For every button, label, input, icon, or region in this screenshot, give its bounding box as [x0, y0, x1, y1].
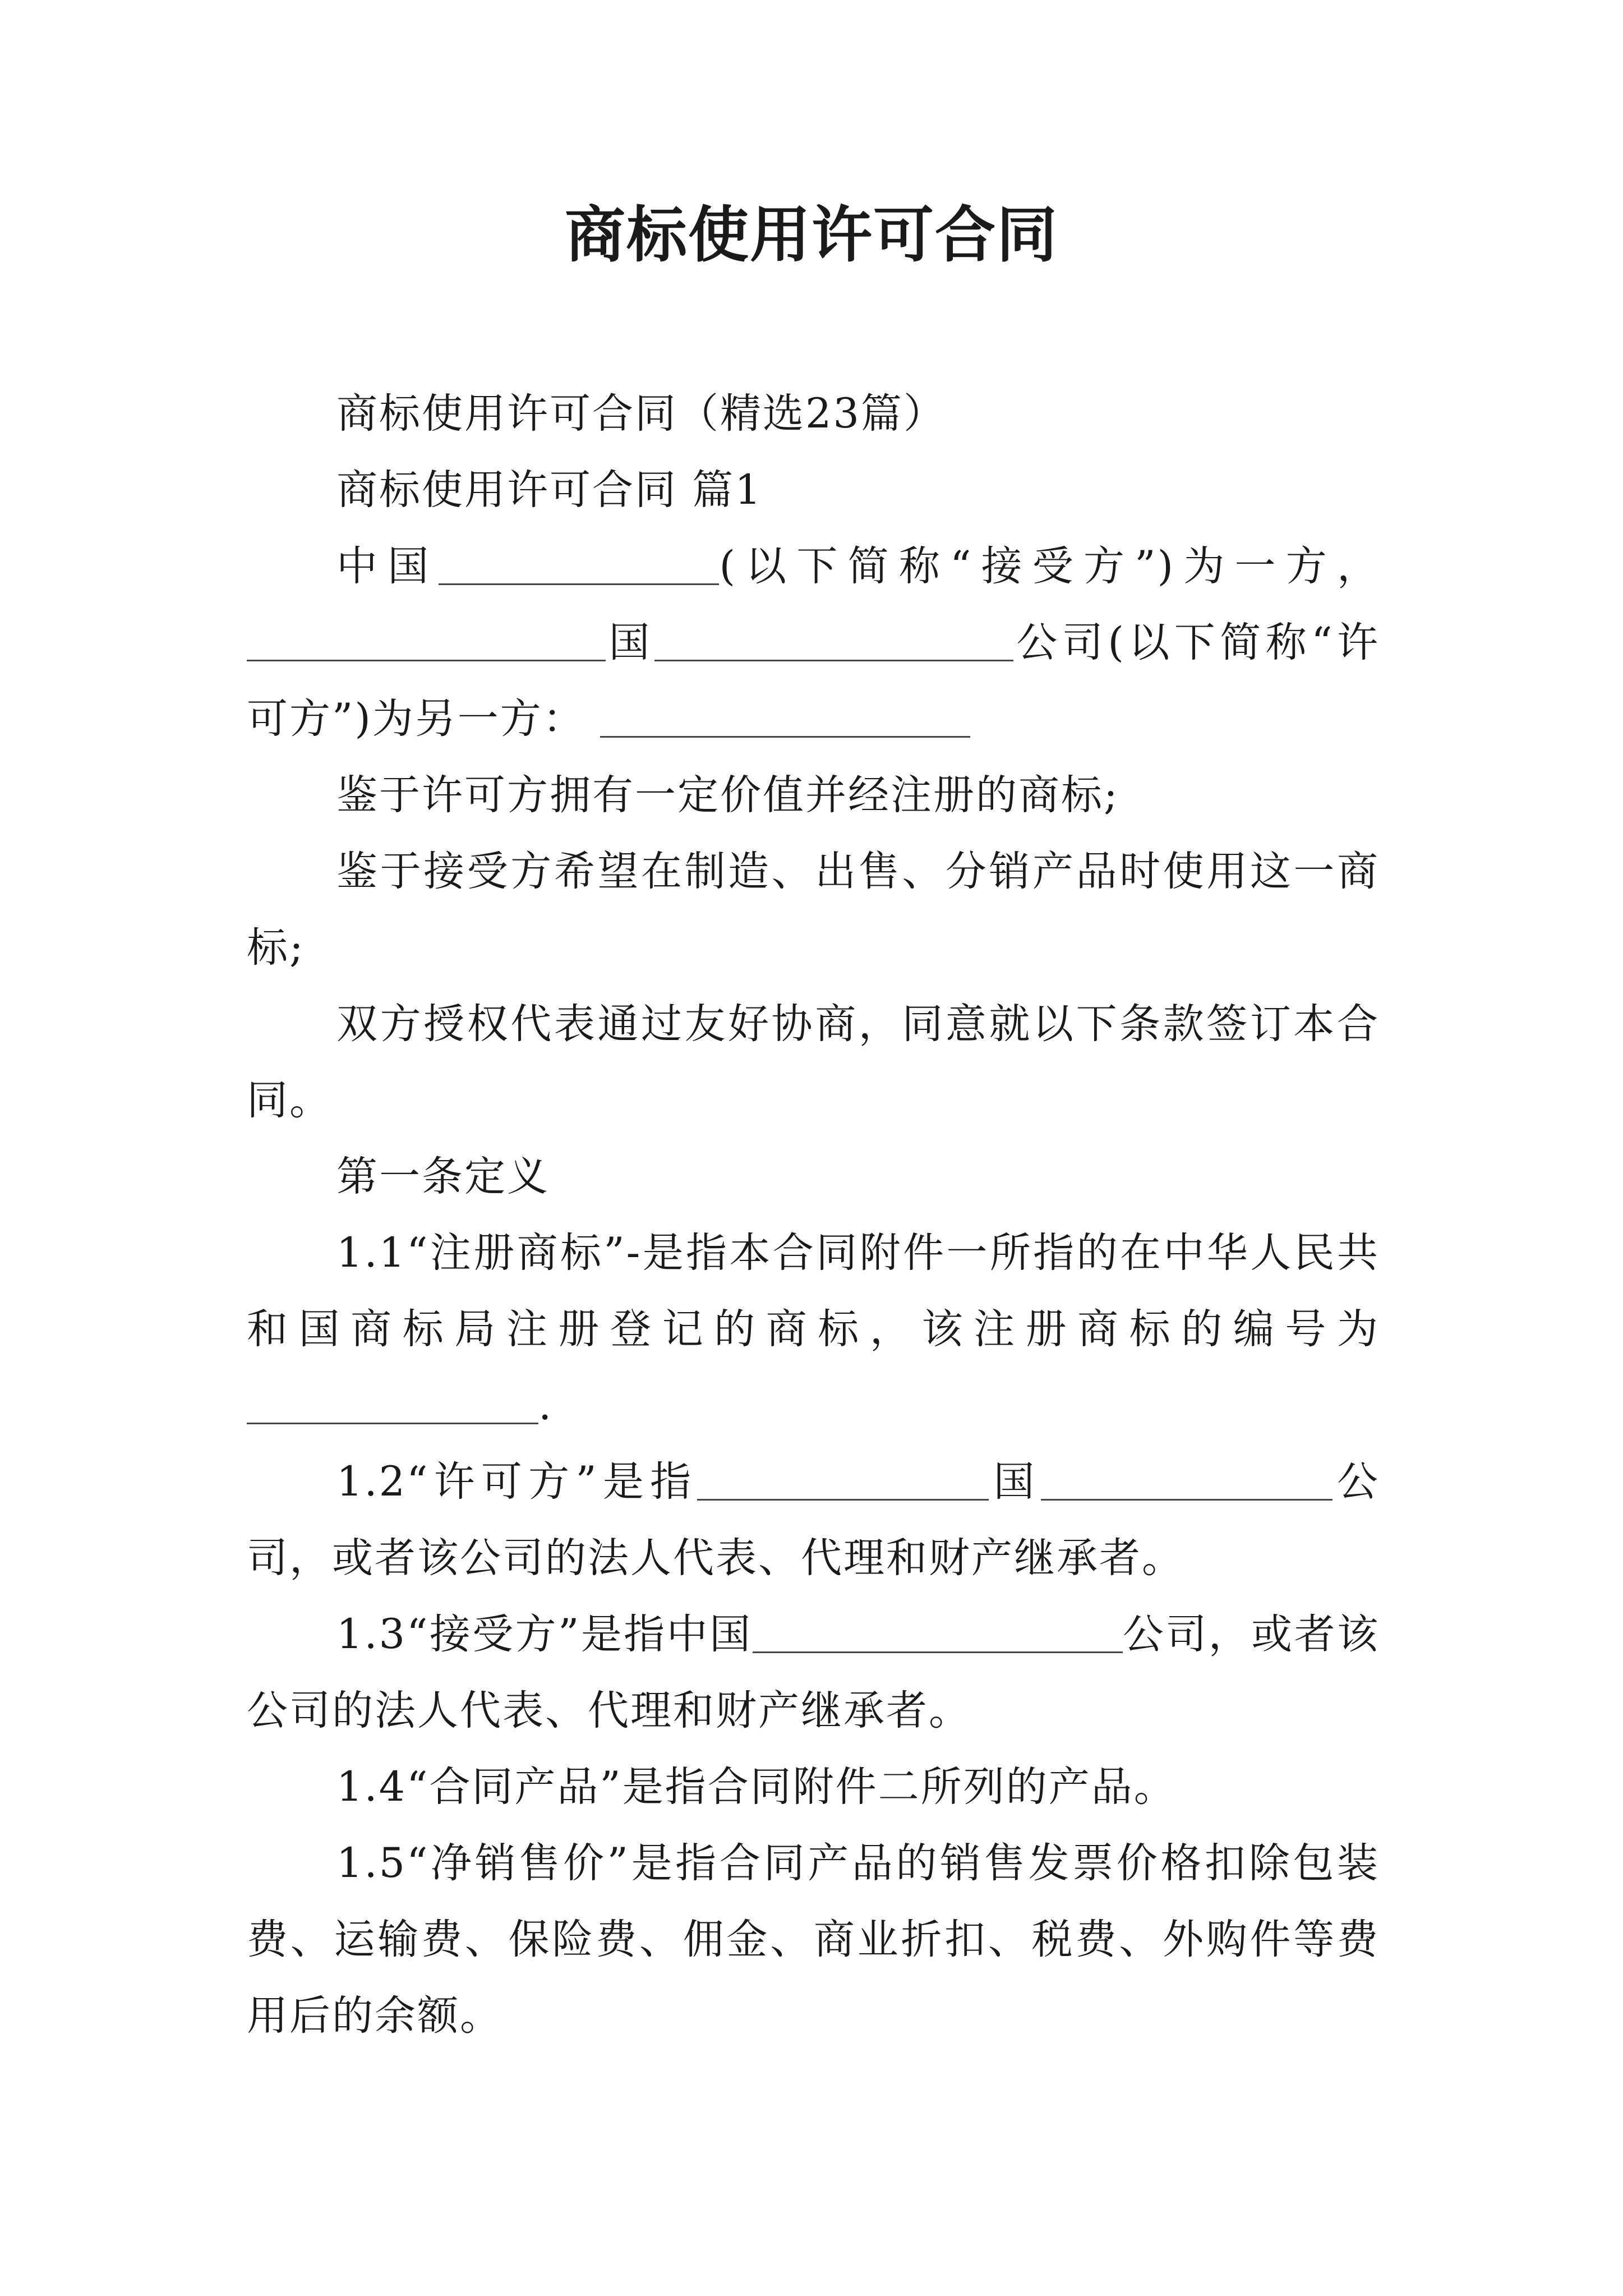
recital-3: 双方授权代表通过友好协商，同意就以下条款签订本合同。 [247, 1000, 1380, 1124]
recital-2: 鉴于接受方希望在制造、出售、分销产品时使用这一商标; [247, 848, 1380, 972]
blank-field[interactable] [439, 544, 719, 585]
blank-field[interactable] [697, 1460, 989, 1500]
subtitle: 商标使用许可合同（精选23篇） [336, 390, 946, 438]
parties-line1-prefix: 中国 [336, 542, 439, 590]
clause-1-2-suffix: 公司，或者该公司的法人代表、代理和财产继承者。 [247, 1458, 1380, 1582]
clause-1-2 [247, 1444, 1380, 1596]
clause-1-3 [247, 1596, 1380, 1749]
section-heading: 商标使用许可合同 篇1 [336, 466, 763, 514]
clause-1-5: 1.5“净销售价”是指合同产品的销售发票价格扣除包装费、运输费、保险费、佣金、商业折扣、税费、外购件等费用后的余额。 [247, 1839, 1380, 2040]
clause-1-2-mid: 国 [989, 1458, 1041, 1506]
recital-1: 鉴于许可方拥有一定价值并经注册的商标; [336, 771, 1119, 819]
clause-1-3-prefix: 1.3“接受方”是指中国 [336, 1611, 753, 1658]
document-title: 商标使用许可合同 [564, 200, 1058, 270]
blank-field[interactable] [654, 620, 1013, 661]
blank-field[interactable] [1041, 1460, 1332, 1500]
parties-line2-mid: 国 [606, 619, 654, 666]
blank-field[interactable] [247, 1383, 538, 1424]
parties-paragraph [247, 528, 1380, 757]
document-body [247, 376, 1380, 2054]
article-1-heading: 第一条定义 [336, 1153, 550, 1200]
clause-1-1-suffix: . [538, 1382, 554, 1429]
clause-1-1-text: 1.1“注册商标”-是指本合同附件一所指的在中华人民共和国商标局注册登记的商标，该注册商标的编号为 [247, 1229, 1380, 1353]
blank-field[interactable] [247, 620, 606, 661]
clause-1-1 [247, 1215, 1380, 1444]
clause-1-3-suffix: 公司，或者该公司的法人代表、代理和财产继承者。 [247, 1611, 1380, 1734]
parties-line1-suffix: (以下简称“接受方”)为一方， [719, 542, 1380, 590]
clause-1-4: 1.4“合同产品”是指合同附件二所列的产品。 [336, 1763, 1177, 1811]
parties-line2-suffix: 公司(以下简称“许可方”)为另一方： [247, 619, 1380, 743]
clause-1-2-prefix: 1.2“许可方”是指 [336, 1458, 698, 1506]
blank-field[interactable] [753, 1612, 1123, 1653]
blank-field[interactable] [600, 697, 970, 737]
